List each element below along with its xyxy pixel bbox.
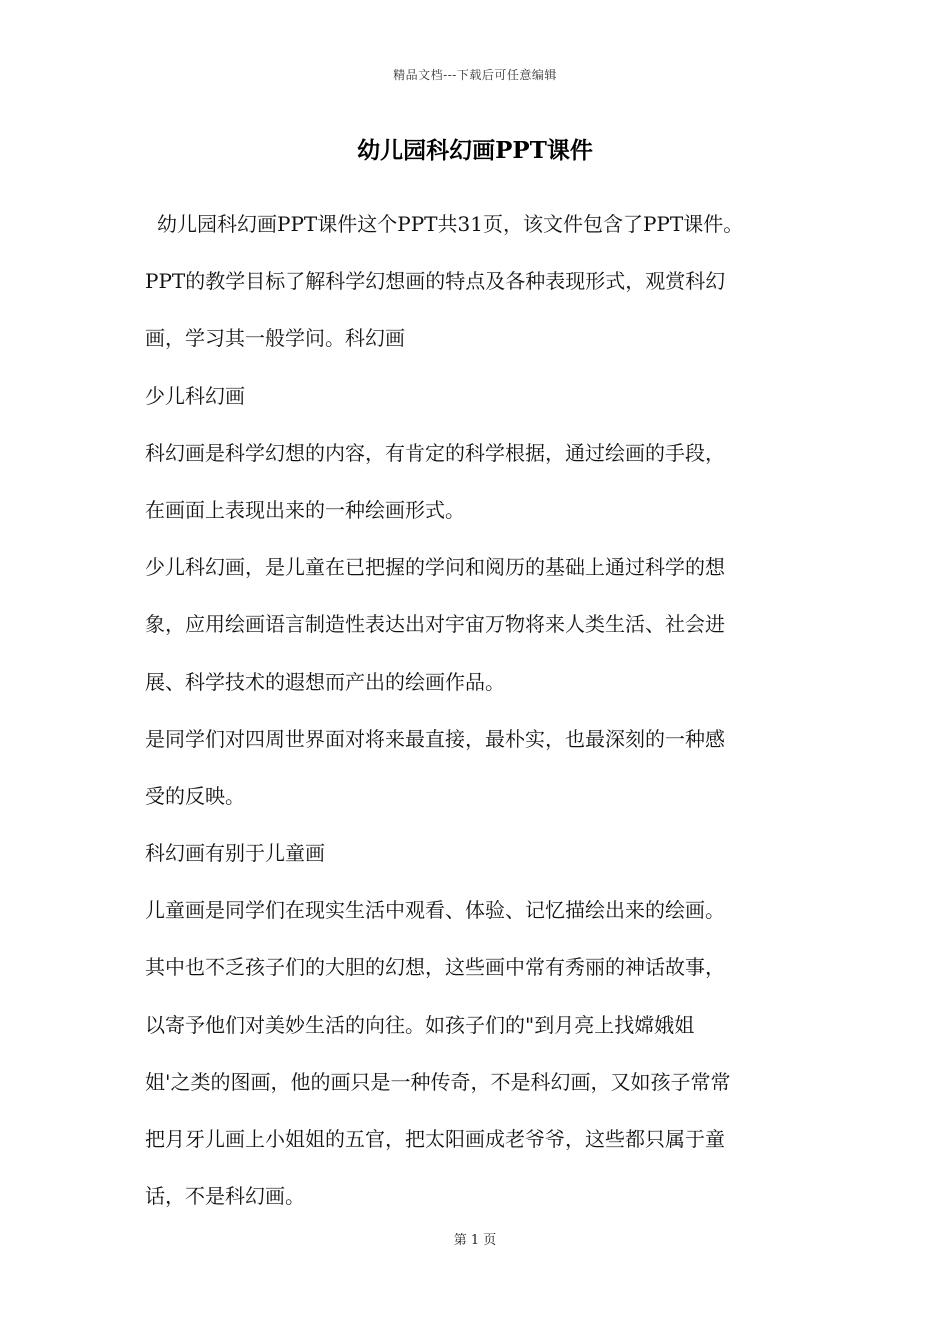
page-header: 精品文档---下载后可任意编辑 bbox=[393, 68, 557, 82]
page-number: 第 1 页 bbox=[453, 1233, 497, 1248]
body-line: 受的反映。 bbox=[145, 783, 245, 808]
body-line: 画，学习其一般学问。科幻画 bbox=[145, 326, 405, 351]
body-line: 姐'之类的图画，他的画只是一种传奇，不是科幻画，又如孩子常常 bbox=[145, 1069, 731, 1094]
body-line: 其中也不乏孩子们的大胆的幻想，这些画中常有秀丽的神话故事， bbox=[145, 955, 725, 980]
body-line: 话，不是科幻画。 bbox=[145, 1184, 305, 1209]
body-line: 象，应用绘画语言制造性表达出对宇宙万物将来人类生活、社会进 bbox=[145, 612, 725, 637]
body-line: 少儿科幻画，是儿童在已把握的学问和阅历的基础上通过科学的想 bbox=[145, 555, 725, 580]
body-line: 以寄予他们对美妙生活的向往。如孩子们的"到月亮上找嫦娥姐 bbox=[145, 1012, 695, 1037]
document-body bbox=[145, 196, 810, 1225]
body-line: 是同学们对四周世界面对将来最直接，最朴实，也最深刻的一种感 bbox=[145, 726, 725, 751]
section-heading: 少儿科幻画 bbox=[145, 383, 245, 408]
document-title: 幼儿园科幻画PPT课件 bbox=[357, 137, 593, 164]
body-line: 展、科学技术的遐想而产出的绘画作品。 bbox=[145, 669, 505, 694]
body-line: 科幻画是科学幻想的内容，有肯定的科学根据，通过绘画的手段， bbox=[145, 440, 725, 465]
body-line: 把月牙儿画上小姐姐的五官，把太阳画成老爷爷，这些都只属于童 bbox=[145, 1127, 725, 1151]
body-line: 在画面上表现出来的一种绘画形式。 bbox=[145, 497, 465, 522]
body-line: 儿童画是同学们在现实生活中观看、体验、记忆描绘出来的绘画。 bbox=[145, 898, 725, 923]
body-line: 幼儿园科幻画PPT课件这个PPT共31页，该文件包含了PPT课件。 bbox=[157, 212, 744, 236]
body-line: PPT的教学目标了解科学幻想画的特点及各种表现形式，观赏科幻 bbox=[145, 269, 726, 294]
section-heading: 科幻画有别于儿童画 bbox=[145, 841, 325, 866]
